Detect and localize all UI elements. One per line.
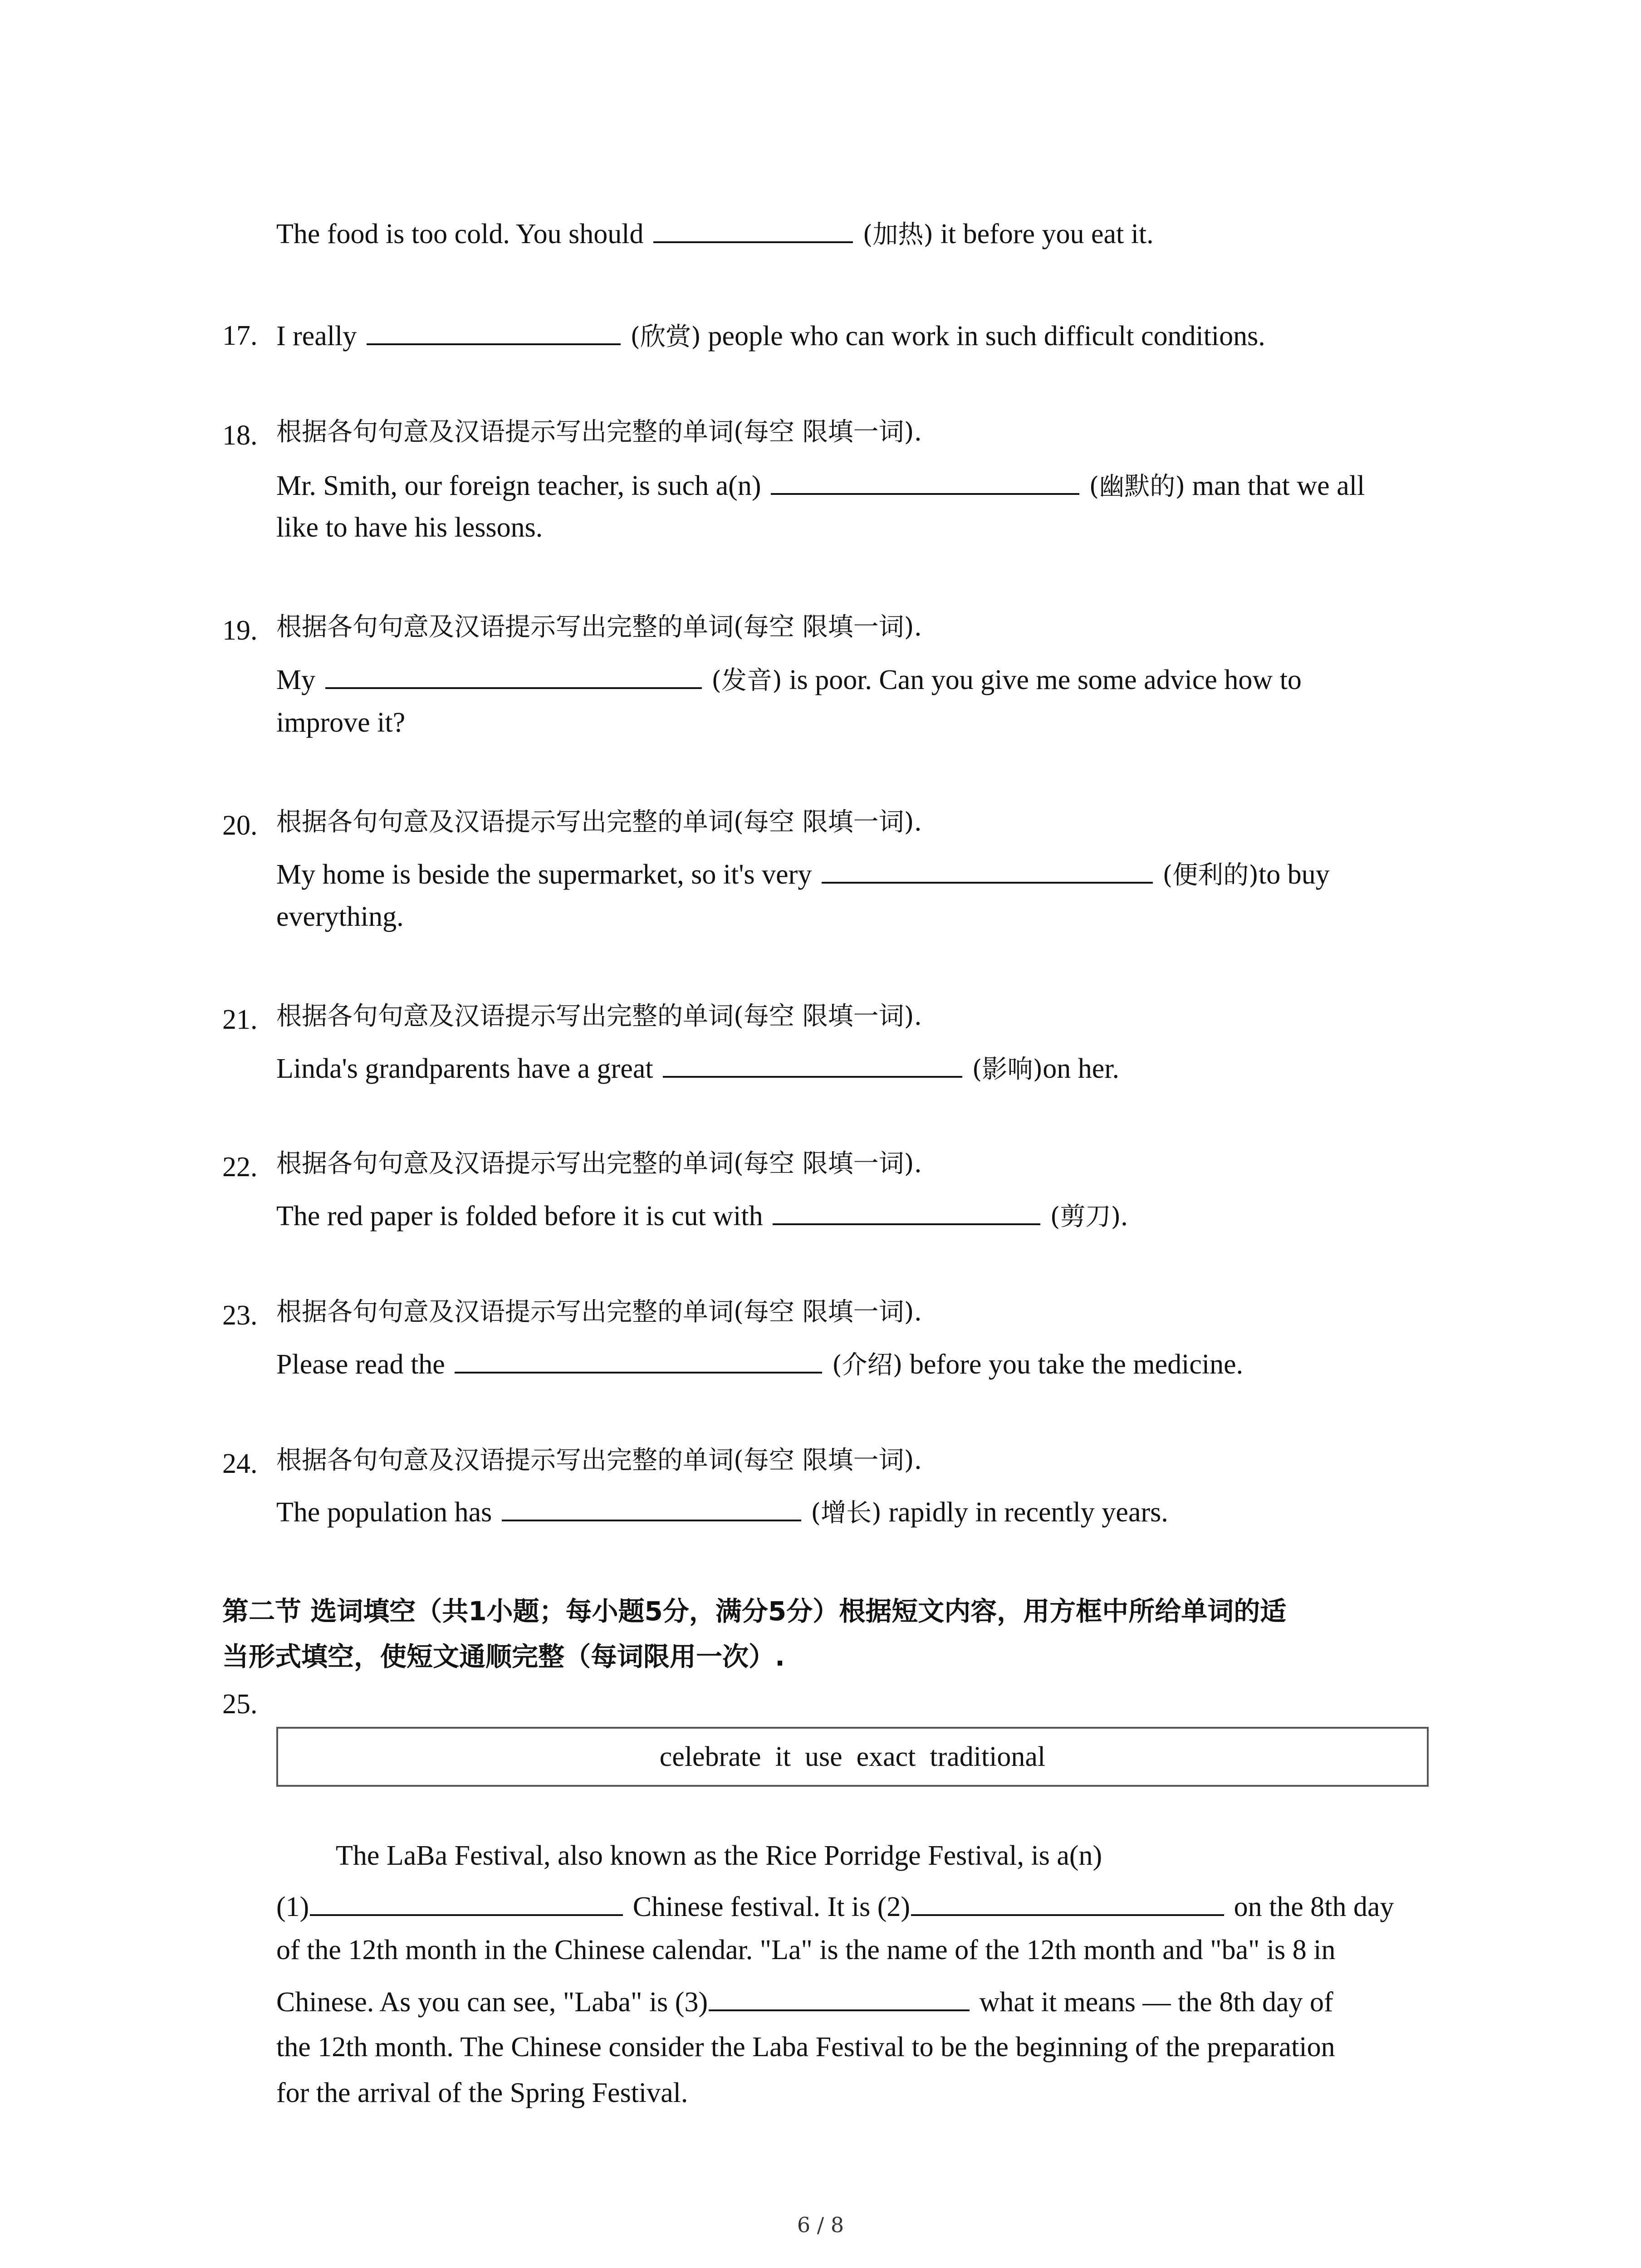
- q16-text-before: The food is too cold. You should: [276, 219, 644, 249]
- q18-text-before: Mr. Smith, our foreign teacher, is such a(n): [276, 470, 761, 501]
- question-23: [276, 1348, 1243, 1378]
- q24-number: 24.: [222, 1448, 258, 1479]
- q19-text-after: is poor. Can you give me some advice how to: [789, 665, 1302, 695]
- section2-heading-line2: 当形式填空，使短文通顺完整（每词限用一次）.: [222, 1641, 785, 1672]
- q19-text-before: My: [276, 665, 316, 695]
- q18-hint: (幽默的): [1089, 472, 1185, 501]
- passage-line3: of the 12th month in the Chinese calendar. "La" is the name of the 12th month and "ba" is 8 in: [276, 1935, 1336, 1965]
- passage-line4-end: what it means — the 8th day of: [979, 1987, 1333, 2018]
- passage-line1: The LaBa Festival, also known as the Rice Porridge Festival, is a(n): [336, 1840, 1102, 1871]
- question-19: [276, 664, 1302, 694]
- q25-number: 25.: [222, 1689, 258, 1720]
- passage-blank-1[interactable]: [310, 1891, 623, 1916]
- q18-number: 18.: [222, 420, 258, 451]
- q22-text-before: The red paper is folded before it is cut with: [276, 1201, 763, 1232]
- question-24: [276, 1496, 1168, 1526]
- q17-text-after: people who can work in such difficult conditions.: [708, 321, 1265, 352]
- word-box-text: celebrate it use exact traditional: [659, 1741, 1046, 1772]
- passage-line2-end: on the 8th day: [1234, 1892, 1394, 1922]
- q21-text-after: on her.: [1043, 1053, 1120, 1084]
- q17-blank[interactable]: [367, 320, 621, 345]
- page-number: 6 / 8: [797, 2213, 844, 2237]
- q19-instruction: 根据各句句意及汉语提示写出完整的单词(每空 限填一词).: [276, 612, 922, 642]
- question-18: [276, 469, 1365, 500]
- q24-text-after: rapidly in recently years.: [888, 1497, 1168, 1528]
- q16-blank[interactable]: [653, 218, 853, 243]
- q20-instruction: 根据各句句意及汉语提示写出完整的单词(每空 限填一词).: [276, 807, 922, 837]
- q16-text-after: it before you eat it.: [940, 219, 1154, 249]
- q18-instruction: 根据各句句意及汉语提示写出完整的单词(每空 限填一词).: [276, 417, 922, 447]
- question-16: [276, 218, 1154, 248]
- q16-hint: (加热): [862, 220, 934, 249]
- q23-text-after: before you take the medicine.: [910, 1349, 1244, 1380]
- question-22: [276, 1200, 1128, 1230]
- q22-number: 22.: [222, 1152, 258, 1183]
- q19-hint: (发音): [711, 666, 782, 695]
- q21-text-before: Linda's grandparents have a great: [276, 1053, 653, 1084]
- q17-hint: (欣赏): [630, 322, 701, 352]
- passage-blank-3[interactable]: [709, 1986, 970, 2011]
- passage-line5: the 12th month. The Chinese consider the Laba Festival to be the beginning of the preparation: [276, 2032, 1335, 2063]
- q18-text-after: man that we all: [1192, 470, 1365, 501]
- passage-line4: [276, 1986, 1333, 2016]
- question-20: [276, 858, 1330, 889]
- passage-line2: [276, 1891, 1394, 1921]
- q24-blank[interactable]: [502, 1496, 801, 1521]
- question-21: [276, 1052, 1119, 1083]
- q23-number: 23.: [222, 1300, 258, 1331]
- passage-blank-2[interactable]: [911, 1891, 1224, 1916]
- q20-hint: (便利的): [1162, 860, 1259, 890]
- q17-number: 17.: [222, 320, 258, 351]
- q23-hint: (介绍): [832, 1350, 903, 1380]
- q17-text-before: I really: [276, 321, 357, 352]
- q24-instruction: 根据各句句意及汉语提示写出完整的单词(每空 限填一词).: [276, 1446, 922, 1475]
- q22-instruction: 根据各句句意及汉语提示写出完整的单词(每空 限填一词).: [276, 1149, 922, 1178]
- q24-hint: (增长): [811, 1498, 882, 1528]
- q22-text-after: .: [1121, 1201, 1128, 1232]
- q20-number: 20.: [222, 810, 258, 841]
- q20-text-after: to buy: [1259, 859, 1330, 890]
- q20-blank[interactable]: [822, 858, 1153, 884]
- q19-number: 19.: [222, 615, 258, 646]
- q20-text-before: My home is beside the supermarket, so it's very: [276, 859, 812, 890]
- q19-blank[interactable]: [325, 664, 702, 689]
- q18-line2: like to have his lessons.: [276, 512, 543, 543]
- passage-blank1-label: (1): [276, 1892, 309, 1922]
- q24-text-before: The population has: [276, 1497, 492, 1528]
- q19-line2: improve it?: [276, 707, 406, 738]
- q21-blank[interactable]: [663, 1052, 962, 1078]
- passage-line4-start: Chinese. As you can see, "Laba" is (3): [276, 1987, 708, 2018]
- q23-text-before: Please read the: [276, 1349, 445, 1380]
- question-17: [276, 320, 1265, 350]
- q23-instruction: 根据各句句意及汉语提示写出完整的单词(每空 限填一词).: [276, 1297, 922, 1327]
- passage-line6: for the arrival of the Spring Festival.: [276, 2077, 688, 2108]
- section2-heading-line1: 第二节 选词填空（共1小题；每小题5分，满分5分）根据短文内容，用方框中所给单词的适: [222, 1596, 1287, 1627]
- q18-blank[interactable]: [771, 469, 1079, 495]
- q21-hint: (影响): [972, 1055, 1043, 1084]
- q22-blank[interactable]: [773, 1200, 1040, 1225]
- q23-blank[interactable]: [455, 1348, 822, 1374]
- passage-line2-mid: Chinese festival. It is (2): [632, 1892, 911, 1922]
- q20-line2: everything.: [276, 901, 404, 932]
- q21-number: 21.: [222, 1004, 258, 1035]
- word-box: [276, 1727, 1429, 1787]
- q22-hint: (剪刀): [1050, 1202, 1121, 1232]
- q21-instruction: 根据各句句意及汉语提示写出完整的单词(每空 限填一词).: [276, 1002, 922, 1031]
